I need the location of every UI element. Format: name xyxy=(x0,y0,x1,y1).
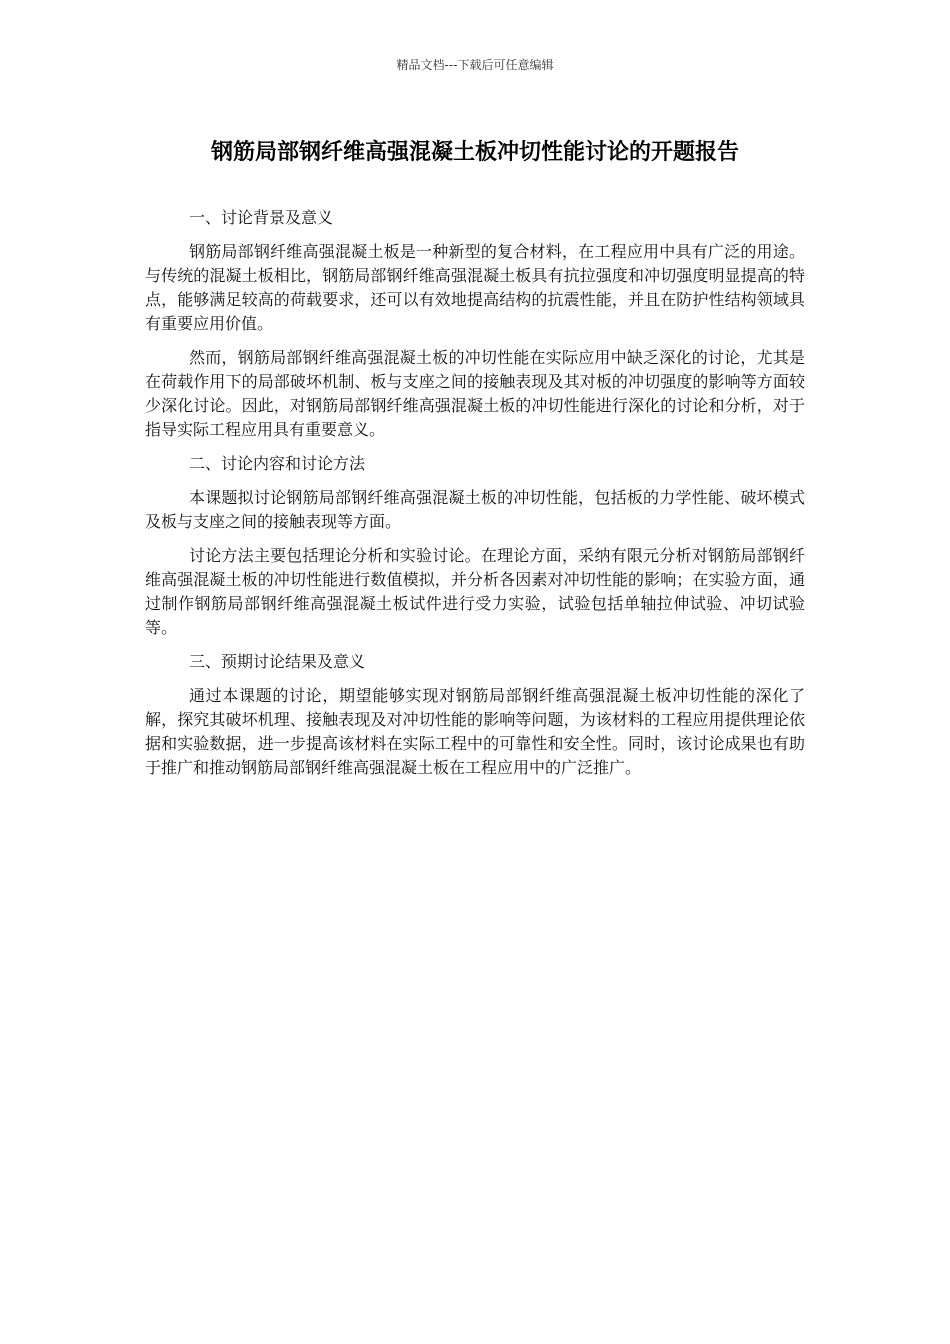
paragraph: 讨论方法主要包括理论分析和实验讨论。在理论方面，采纳有限元分析对钢筋局部钢纤维高强混凝土板的冲切性能进行数值模拟，并分析各因素对冲切性能的影响；在实验方面，通过制作钢筋局部钢纤维高强混凝土板试件进行受力实验，试验包括单轴拉伸试验、冲切试验等。 xyxy=(145,546,805,637)
section-heading: 三、预期讨论结果及意义 xyxy=(189,652,366,671)
document-title: 钢筋局部钢纤维高强混凝土板冲切性能讨论的开题报告 xyxy=(210,140,739,165)
section-heading: 二、讨论内容和讨论方法 xyxy=(189,454,366,473)
section-heading: 一、讨论背景及意义 xyxy=(189,208,334,227)
document-body xyxy=(145,206,805,790)
paragraph: 本课题拟讨论钢筋局部钢纤维高强混凝土板的冲切性能，包括板的力学性能、破坏模式及板与支座之间的接触表现等方面。 xyxy=(145,488,805,531)
paragraph: 通过本课题的讨论，期望能够实现对钢筋局部钢纤维高强混凝土板冲切性能的深化了解，探究其破坏机理、接触表现及对冲切性能的影响等问题，为该材料的工程应用提供理论依据和实验数据，进一步提高该材料在实际工程中的可靠性和安全性。同时，该讨论成果也有助于推广和推动钢筋局部钢纤维高强混凝土板在工程应用中的广泛推广。 xyxy=(145,686,805,777)
paragraph: 然而，钢筋局部钢纤维高强混凝土板的冲切性能在实际应用中缺乏深化的讨论，尤其是在荷载作用下的局部破坏机制、板与支座之间的接触表现及其对板的冲切强度的影响等方面较少深化讨论。因此，对钢筋局部钢纤维高强混凝土板的冲切性能进行深化的讨论和分析，对于指导实际工程应用具有重要意义。 xyxy=(145,348,805,439)
paragraph: 钢筋局部钢纤维高强混凝土板是一种新型的复合材料，在工程应用中具有广泛的用途。与传统的混凝土板相比，钢筋局部钢纤维高强混凝土板具有抗拉强度和冲切强度明显提高的特点，能够满足较高的荷载要求，还可以有效地提高结构的抗震性能，并且在防护性结构领域具有重要应用价值。 xyxy=(145,242,805,333)
section-background xyxy=(145,206,805,442)
header-note: 精品文档---下载后可任意编辑 xyxy=(396,58,554,72)
section-content-methods xyxy=(145,452,805,640)
section-expected-results xyxy=(145,650,805,780)
